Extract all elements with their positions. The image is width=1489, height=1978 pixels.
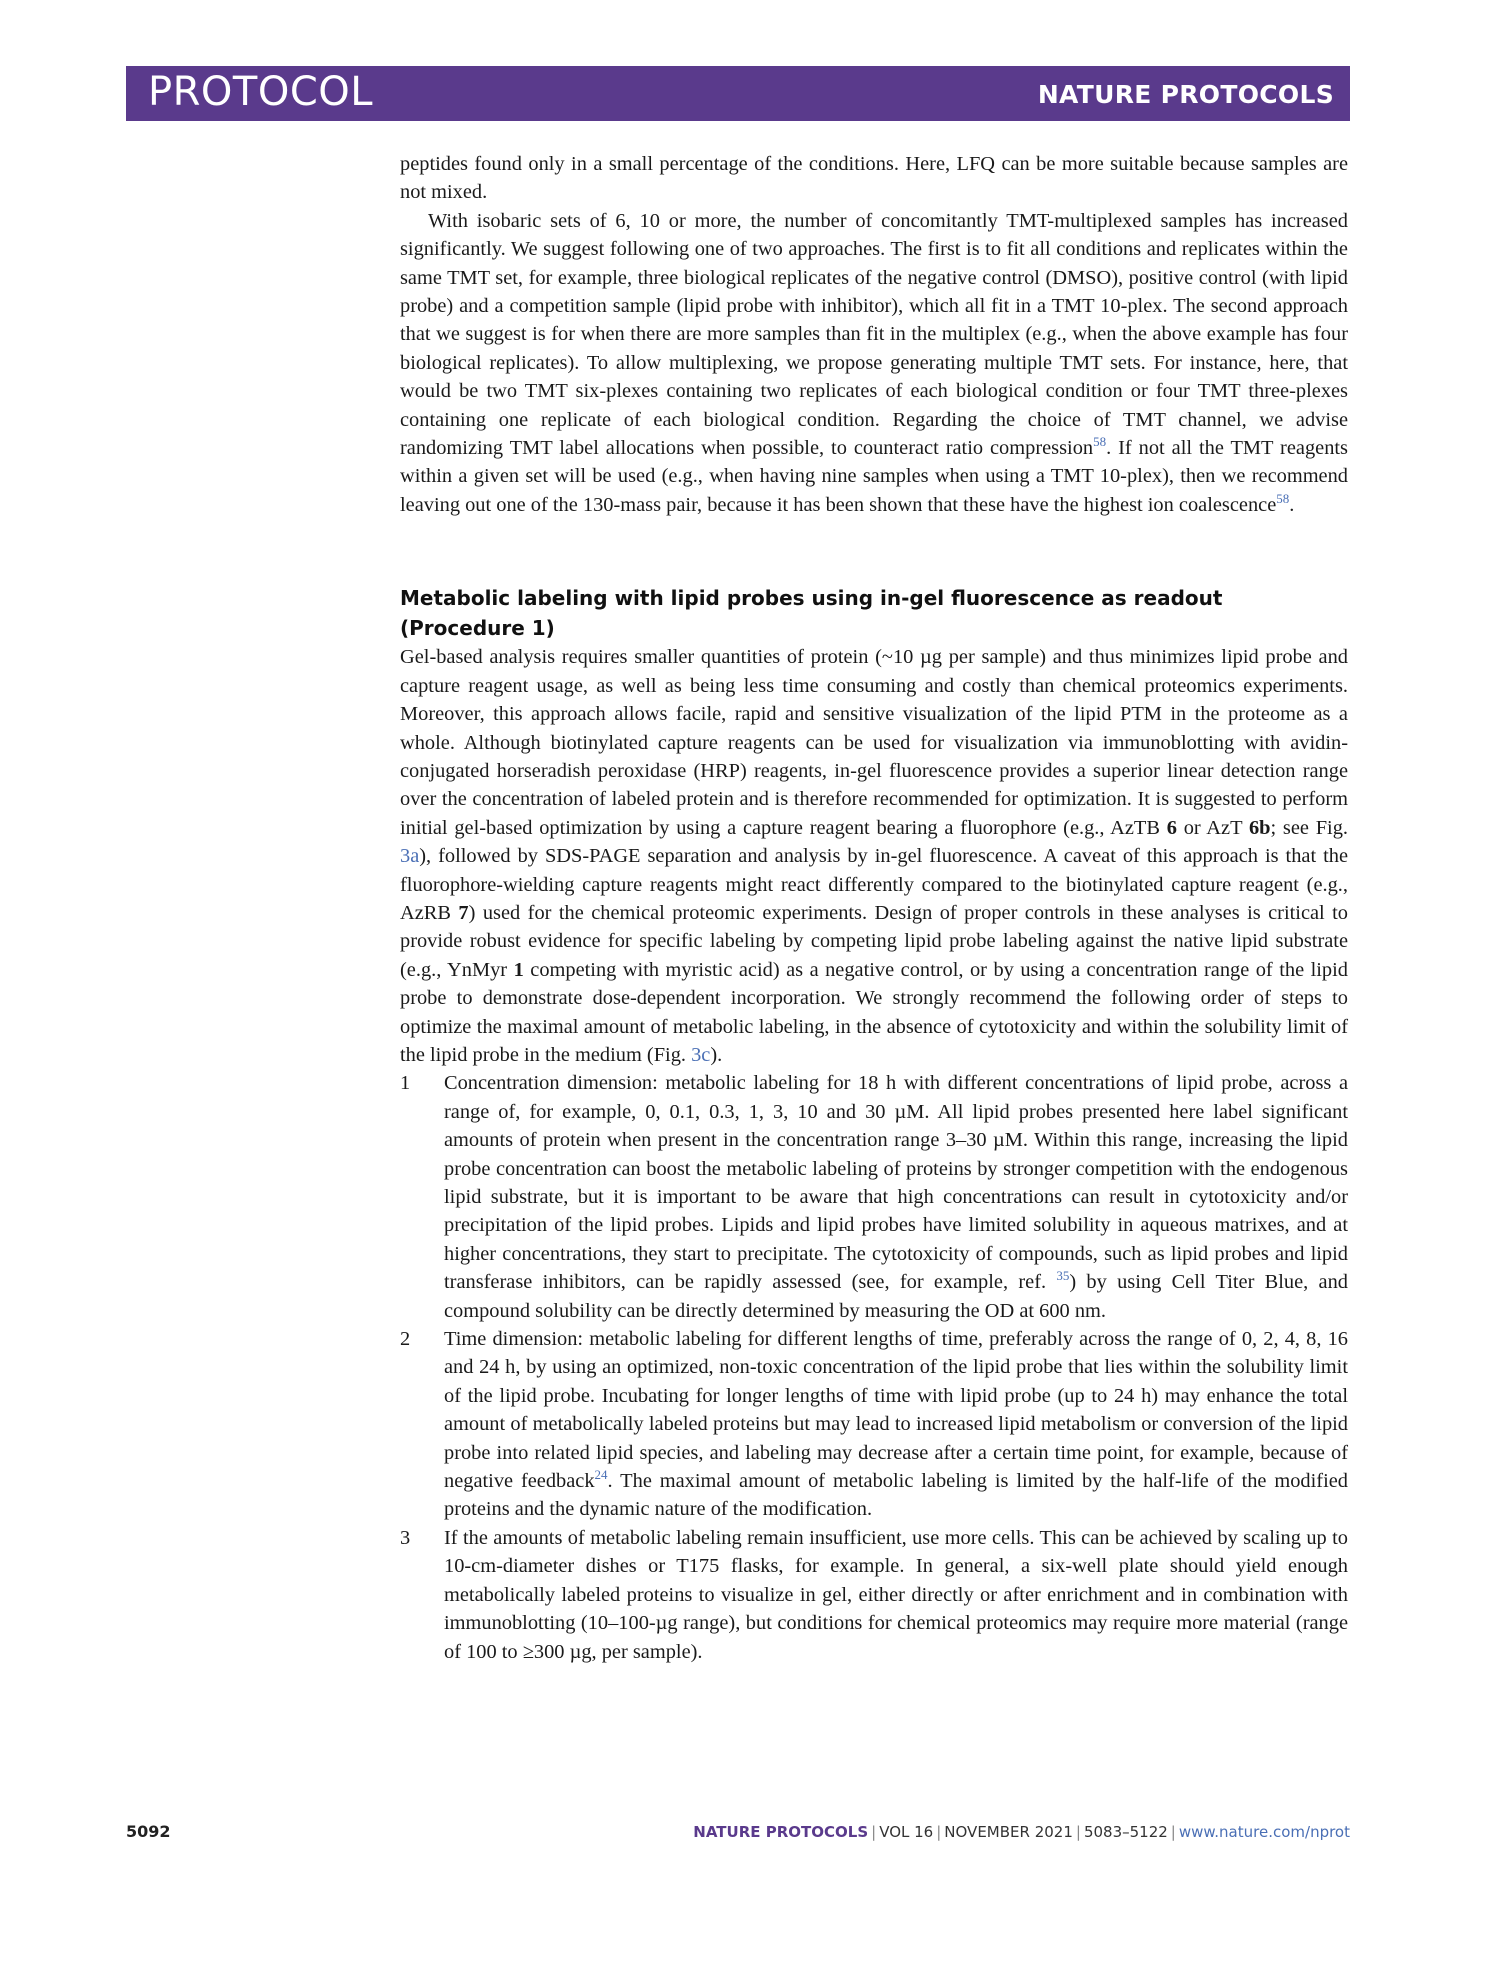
paragraph-gel-based: Gel-based analysis requires smaller quantities of protein (~10 µg per sample) and thus minimizes lipid probe and capture reagent usage, as well as being less time consuming and costly than chemical proteomics experiments. Moreover, this approach allows facile, rapid and sensitive visualization of the lipid PTM in the proteome as a whole. Although biotinylated capture reagents can be used for visualization via immunoblotting with avidin-conjugated horseradish peroxidase (HRP) reagents, in-gel fluorescence provides a superior linear detection range over the concentration of labeled protein and is therefore recommended for optimization. It is suggested to perform initial gel-based optimization by using a capture reagent bearing a fluorophore (e.g., AzTB 6 or AzT 6b; see Fig. 3a), followed by SDS-PAGE separation and analysis by in-gel fluorescence. A caveat of this approach is that the fluorophore-wielding capture reagents might react differently compared to the biotinylated capture reagent (e.g., AzRB 7) used for the chemical proteomic experiments. Design of proper controls in these analyses is critical to provide robust evidence for specific labeling by competing lipid probe labeling against the native lipid substrate (e.g., YnMyr 1 competing with myristic acid) as a negative control, or by using a concentration range of the lipid probe to demonstrate dose-dependent incorporation. We strongly recommend the following order of steps to optimize the maximal amount of metabolic labeling, in the absence of cytotoxicity and within the solubility limit of the lipid probe in the medium (Fig. 3c). (400, 646, 1349, 1066)
journal-name: NATURE PROTOCOLS (1037, 80, 1334, 109)
list-number: 1 (400, 1072, 411, 1095)
list-item: 3 If the amounts of metabolic labeling remain insufficient, use more cells. This can be achieved by scaling up to 10-cm-diameter dishes or T175 flasks, for example. In general, a six-well plate should yield enough metabolically labeled proteins to visualize in gel, either directly or after enrichment and in combination with immunoblotting (10–100-µg range), but conditions for chemical proteomics may require more material (range of 100 to ≥300 µg, per sample). (400, 1524, 1348, 1666)
figure-link[interactable]: 3a (400, 845, 420, 868)
figure-link[interactable]: 3c (691, 1043, 711, 1066)
steps-list (400, 1069, 1348, 1666)
journal-url-link[interactable]: www.nature.com/nprot (1178, 1823, 1350, 1841)
list-item: 2 Time dimension: metabolic labeling for different lengths of time, preferably across the range of 0, 2, 4, 8, 16 and 24 h, by using an optimized, non-toxic concentration of the lipid probe that lies within the solubility limit of the lipid probe. Incubating for longer lengths of time with lipid probe (up to 24 h) may enhance the total amount of metabolically labeled proteins but may lead to increased lipid metabolism or conversion of the lipid probe into related lipid species, and labeling may decrease after a certain time point, for example, because of negative feedback$^{24}$. The maximal amount of metabolic labeling is limited by the half-life of the modified proteins and the dynamic nature of the modification. (400, 1325, 1348, 1524)
citation-link[interactable]: 24 (594, 1467, 608, 1483)
paragraph-continuation: peptides found only in a small percentage of the conditions. Here, LFQ can be more suitable because samples are not mixed. (400, 153, 1348, 204)
list-number: 2 (400, 1328, 411, 1351)
footer-citation: NATURE PROTOCOLS | VOL 16 | NOVEMBER 2021 | 5083–5122 | www.nature.com/nprot (693, 1823, 1350, 1841)
citation-link[interactable]: 35 (1056, 1268, 1070, 1284)
page-footer (126, 1822, 1350, 1846)
section-heading: Metabolic labeling with lipid probes using in-gel fluorescence as readout (Procedure 1) (400, 586, 1223, 641)
citation-link[interactable]: 58 (1093, 434, 1107, 450)
page-header (126, 66, 1350, 121)
list-item: 1 Concentration dimension: metabolic labeling for 18 h with different concentrations of lipid probe, across a range of, for example, 0, 0.1, 0.3, 1, 3, 10 and 30 µM. All lipid probes presented here label significant amounts of protein when present in the concentration range 3–30 µM. Within this range, increasing the lipid probe concentration can boost the metabolic labeling of proteins by stronger competition with the endogenous lipid substrate, but it is important to be aware that high concentrations can result in cytotoxicity and/or precipitation of the lipid probes. Lipids and lipid probes have limited solubility in aqueous matrixes, and at higher concentrations, they start to precipitate. The cytotoxicity of compounds, such as lipid probes and lipid transferase inhibitors, can be rapidly assessed (see, for example, ref. $^{35}$) by using Cell Titer Blue, and compound solubility can be directly determined by measuring the OD at 600 nm. (400, 1069, 1348, 1325)
section-label: PROTOCOL (148, 69, 374, 115)
citation-link[interactable]: 58 (1276, 491, 1290, 507)
article-body (400, 150, 1348, 1666)
page-number: 5092 (126, 1822, 171, 1841)
list-number: 3 (400, 1526, 411, 1549)
paragraph-tmt: With isobaric sets of 6, 10 or more, the number of concomitantly TMT-multiplexed samples has increased significantly. We suggest following one of two approaches. The first is to fit all conditions and replicates within the same TMT set, for example, three biological replicates of the negative control (DMSO), positive control (with lipid probe) and a competition sample (lipid probe with inhibitor), which all fit in a TMT 10-plex. The second approach that we suggest is for when there are more samples than fit in the multiplex (e.g., when the above example has four biological replicates). To allow multiplexing, we propose generating multiple TMT sets. For instance, here, that would be two TMT six-plexes containing two replicates of each biological condition or four TMT three-plexes containing one replicate of each biological condition. Regarding the choice of TMT channel, we advise randomizing TMT label allocations when possible, to counteract ratio compression$^{58}$. If not all the TMT reagents within a given set will be used (e.g., when having nine samples when using a TMT 10-plex), then we recommend leaving out one of the 130-mass pair, because it has been shown that these have the highest ion coalescence$^{58}$. (400, 209, 1348, 516)
